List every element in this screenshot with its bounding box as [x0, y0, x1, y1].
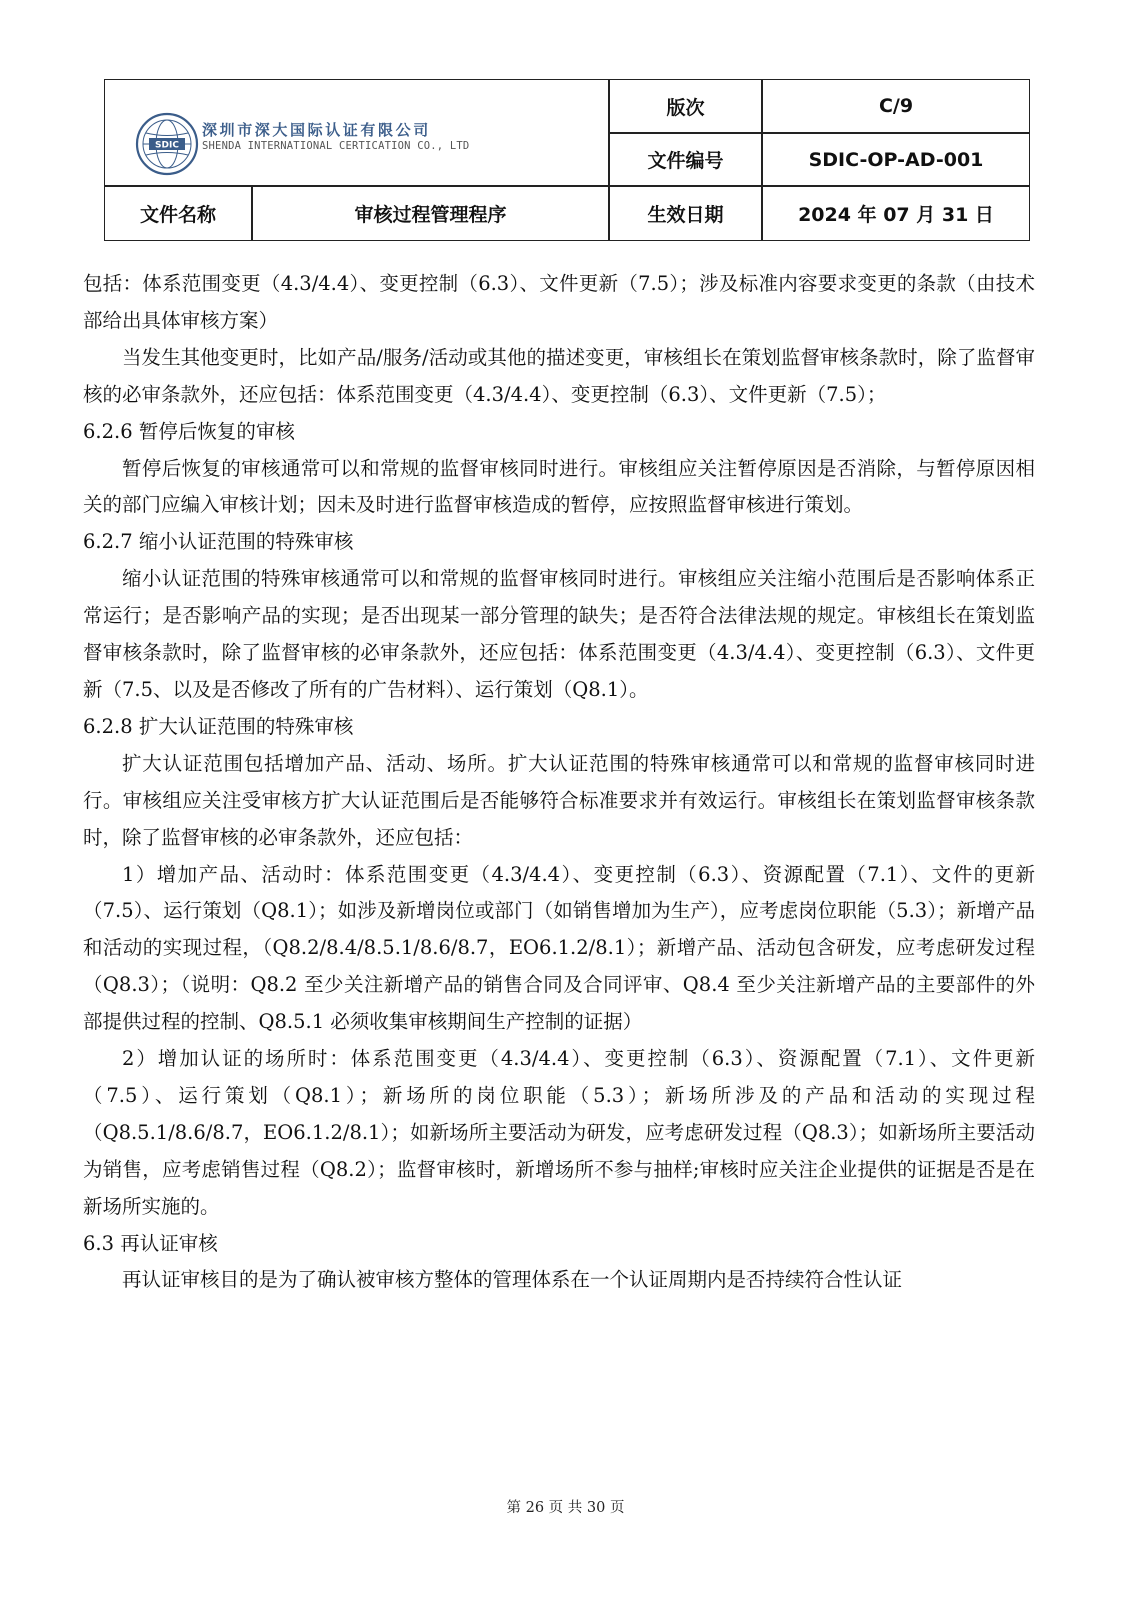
version-label: 版次	[666, 96, 705, 119]
version-value: C/9	[878, 95, 914, 117]
effective-date-value: 2024 年 07 月 31 日	[798, 204, 994, 226]
section-heading-6-2-8: 6.2.8 扩大认证范围的特殊审核	[83, 714, 354, 738]
doc-number-label: 文件编号	[647, 150, 724, 172]
company-name-cn: 深圳市深大国际认证有限公司	[202, 121, 431, 139]
document-header-table	[104, 79, 1030, 241]
doc-name-label: 文件名称	[139, 204, 216, 226]
sdic-globe-logo-icon	[135, 112, 199, 176]
doc-name-value: 审核过程管理程序	[354, 204, 507, 226]
svg-text:SDIC: SDIC	[155, 140, 179, 151]
section-heading-6-3: 6.3 再认证审核	[83, 1231, 218, 1255]
paragraph: 缩小认证范围的特殊审核通常可以和常规的监督审核同时进行。审核组应关注缩小范围后是否影响体系正常运行；是否影响产品的实现；是否出现某一部分管理的缺失；是否符合法律法规的规定。审核组长在策划监督审核条款时，除了监督审核的必审条款外，还应包括：体系范围变更（4.3/4.4）、变更控制（6.3）、文件更新（7.5、以及是否修改了所有的广告材料）、运行策划（Q8.1）。	[83, 567, 1035, 701]
section-heading-6-2-6: 6.2.6 暂停后恢复的审核	[83, 419, 295, 443]
list-item: 2）增加认证的场所时：体系范围变更（4.3/4.4）、变更控制（6.3）、资源配置（7.1）、文件更新（7.5）、运行策划（Q8.1）；新场所的岗位职能（5.3）；新场所涉及的产品和活动的实现过程（Q8.5.1/8.6/8.7，EO6.1.2/8.1）；如新场所主要活动为研发，应考虑研发过程（Q8.3）；如新场所主要活动为销售，应考虑销售过程（Q8.2）；监督审核时，新增场所不参与抽样;审核时应关注企业提供的证据是否是在新场所实施的。	[83, 1047, 1035, 1218]
page-number: 第 26 页 共 30 页	[506, 1500, 625, 1516]
paragraph: 包括：体系范围变更（4.3/4.4）、变更控制（6.3）、文件更新（7.5）；涉及标准内容要求变更的条款（由技术部给出具体审核方案）	[83, 272, 1035, 332]
section-heading-6-2-7: 6.2.7 缩小认证范围的特殊审核	[83, 530, 354, 554]
paragraph: 暂停后恢复的审核通常可以和常规的监督审核同时进行。审核组应关注暂停原因是否消除，与暂停原因相关的部门应编入审核计划；因未及时进行监督审核造成的暂停，应按照监督审核进行策划。	[83, 456, 1035, 517]
paragraph: 扩大认证范围包括增加产品、活动、场所。扩大认证范围的特殊审核通常可以和常规的监督审核同时进行。审核组应关注受审核方扩大认证范围后是否能够符合标准要求并有效运行。审核组长在策划监督审核条款时，除了监督审核的必审条款外，还应包括：	[83, 751, 1035, 849]
paragraph: 当发生其他变更时，比如产品/服务/活动或其他的描述变更，审核组长在策划监督审核条款时，除了监督审核的必审条款外，还应包括：体系范围变更（4.3/4.4）、变更控制（6.3）、文件更新（7.5）；	[83, 345, 1035, 406]
company-name-en: SHENDA INTERNATIONAL CERTICATION CO., LTD	[202, 140, 470, 152]
list-item: 1）增加产品、活动时：体系范围变更（4.3/4.4）、变更控制（6.3）、资源配置（7.1）、文件的更新（7.5）、运行策划（Q8.1）；如涉及新增岗位或部门（如销售增加为生产），应考虑岗位职能（5.3）；新增产品和活动的实现过程，（Q8.2/8.4/8.5.1/8.6/8.7，EO6.1.2/8.1）；新增产品、活动包含研发，应考虑研发过程（Q8.3）；（说明：Q8.2 至少关注新增产品的销售合同及合同评审、Q8.4 至少关注新增产品的主要部件的外部提供过程的控制、Q8.5.1 必须收集审核期间生产控制的证据）	[83, 862, 1035, 1034]
effective-date-label: 生效日期	[647, 204, 724, 226]
doc-number-value: SDIC-OP-AD-001	[808, 148, 984, 171]
paragraph: 再认证审核目的是为了确认被审核方整体的管理体系在一个认证周期内是否持续符合性认证	[122, 1268, 903, 1292]
document-body	[83, 266, 1035, 1299]
